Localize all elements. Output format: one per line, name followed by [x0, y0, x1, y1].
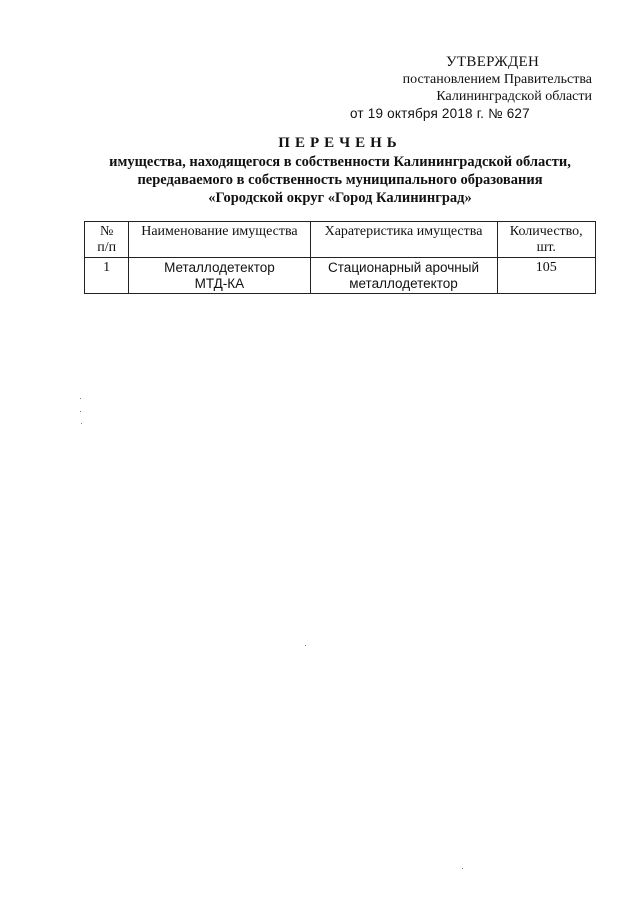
table-header-row	[85, 222, 596, 258]
scan-speck	[81, 423, 82, 424]
cell-name-line-2: МТД-КА	[194, 276, 245, 291]
cell-characteristic-line-1: Стационарный арочный	[328, 260, 479, 275]
approval-line-1: постановлением Правительства	[402, 72, 592, 87]
scan-speck	[305, 645, 306, 646]
header-num-line-2: п/п	[97, 240, 117, 255]
header-characteristic: Харатеристика имущества	[310, 222, 497, 258]
header-quantity-line-2: шт.	[536, 240, 556, 255]
approval-line-2: Калининградской области	[436, 89, 592, 104]
heading-line-2: передаваемого в собственность муниципального образования	[137, 172, 543, 188]
approval-block	[330, 54, 600, 122]
approval-date: от 19 октября 2018 г. № 627	[350, 106, 530, 121]
cell-name-line-1: Металлодетектор	[164, 260, 275, 275]
approval-title: УТВЕРЖДЕН	[446, 54, 540, 70]
document-title: ПЕРЕЧЕНЬ	[278, 135, 402, 151]
header-num	[85, 222, 129, 258]
cell-quantity: 105	[497, 258, 596, 294]
table-row	[85, 258, 596, 294]
header-name: Наименование имущества	[129, 222, 310, 258]
cell-characteristic	[310, 258, 497, 294]
scan-speck	[462, 868, 463, 869]
header-quantity-line-1: Количество,	[509, 224, 583, 239]
cell-num: 1	[85, 258, 129, 294]
property-table	[84, 221, 596, 294]
heading-line-3: «Городской округ «Город Калининград»	[208, 190, 472, 206]
header-quantity	[497, 222, 596, 258]
document-heading	[40, 134, 640, 207]
scan-speck	[80, 411, 81, 412]
header-num-line-1: №	[99, 224, 114, 239]
cell-characteristic-line-2: металлодетектор	[349, 276, 458, 291]
cell-name	[129, 258, 310, 294]
scan-speck	[80, 398, 81, 399]
heading-line-1: имущества, находящегося в собственности Калининградской области,	[109, 154, 571, 170]
